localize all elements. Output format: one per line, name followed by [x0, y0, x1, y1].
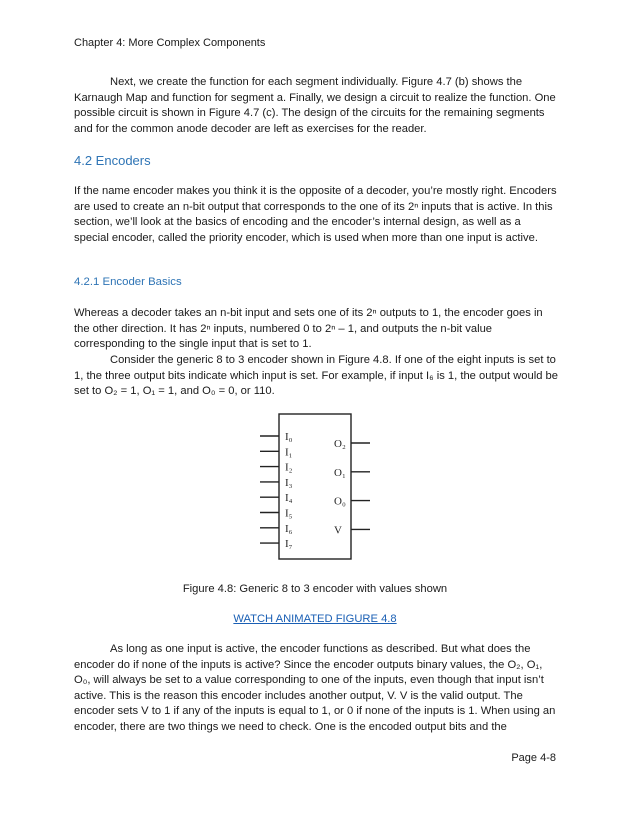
- input-label: I₅: [285, 507, 293, 520]
- output-label: O₀: [334, 495, 346, 508]
- encoder-diagram: [254, 411, 378, 563]
- input-label: I₃: [285, 476, 293, 489]
- input-label: I₇: [285, 538, 293, 551]
- output-label: V: [334, 524, 342, 537]
- closing-paragraph: As long as one input is active, the encoder functions as described. But what does the encoder do if none of the inputs is active? Since the encoder outputs binary values, the O₂, O₁, O₀, will always be set to a value corresponding to one of the inputs, even though that input isn’t active. This is the reason this encoder includes another output, V. V is the valid output. The encoder sets V to 1 if any of the inputs is equal to 1, or 0 if none of the inputs is 1. When using an encoder, there are two things we need to check. One is the encoded output bits and the: [74, 643, 556, 733]
- figure-caption: Figure 4.8: Generic 8 to 3 encoder with values shown: [182, 583, 448, 595]
- subsection-heading: 4.2.1 Encoder Basics: [74, 276, 182, 288]
- input-label: I₆: [285, 522, 293, 535]
- encoder-example-paragraph: Consider the generic 8 to 3 encoder shown in Figure 4.8. If one of the eight inputs is set to 1, the three output bits indicate which input is set. For example, if input I₆ is 1, the output would be set to O₂ = 1, O₁ = 1, and O₀ = 0, or 110.: [74, 354, 558, 398]
- input-label: I₄: [285, 492, 293, 505]
- encoders-paragraph: If the name encoder makes you think it is the opposite of a decoder, you’re mostly right. Encoders are used to create an n-bit output that corresponds to the one of its 2ⁿ inputs that is active. In this section, we’ll look at the basics of encoding and the encoder’s internal design, as well as a special encoder, called the priority encoder, which is used when more than one input is active.: [74, 185, 557, 244]
- figure-link-row: [0, 613, 630, 625]
- output-label: O₂: [334, 438, 346, 450]
- input-label: I₁: [285, 446, 293, 459]
- output-label: O₁: [334, 466, 346, 479]
- running-header: Chapter 4: More Complex Components: [74, 37, 266, 49]
- encoder-basics-paragraph: Whereas a decoder takes an n-bit input and sets one of its 2ⁿ outputs to 1, the encoder goes in the other direction. It has 2ⁿ inputs, numbered 0 to 2ⁿ – 1, and outputs the n-bit value corresponding to the single input that is set to 1.: [74, 307, 543, 351]
- page-number: Page 4-8: [511, 752, 556, 764]
- input-label: I₀: [285, 431, 293, 443]
- watch-animated-figure-link[interactable]: WATCH ANIMATED FIGURE 4.8: [233, 613, 397, 625]
- section-heading: 4.2 Encoders: [74, 153, 151, 168]
- intro-paragraph: Next, we create the function for each segment individually. Figure 4.7 (b) shows the Karnaugh Map and function for segment a. Finally, we design a circuit to realize the function. One possible circuit is shown in Figure 4.7 (c). The design of the circuits for the remaining segments and for the common anode decoder are left as exercises for the reader.: [74, 76, 556, 135]
- input-label: I₂: [285, 461, 293, 474]
